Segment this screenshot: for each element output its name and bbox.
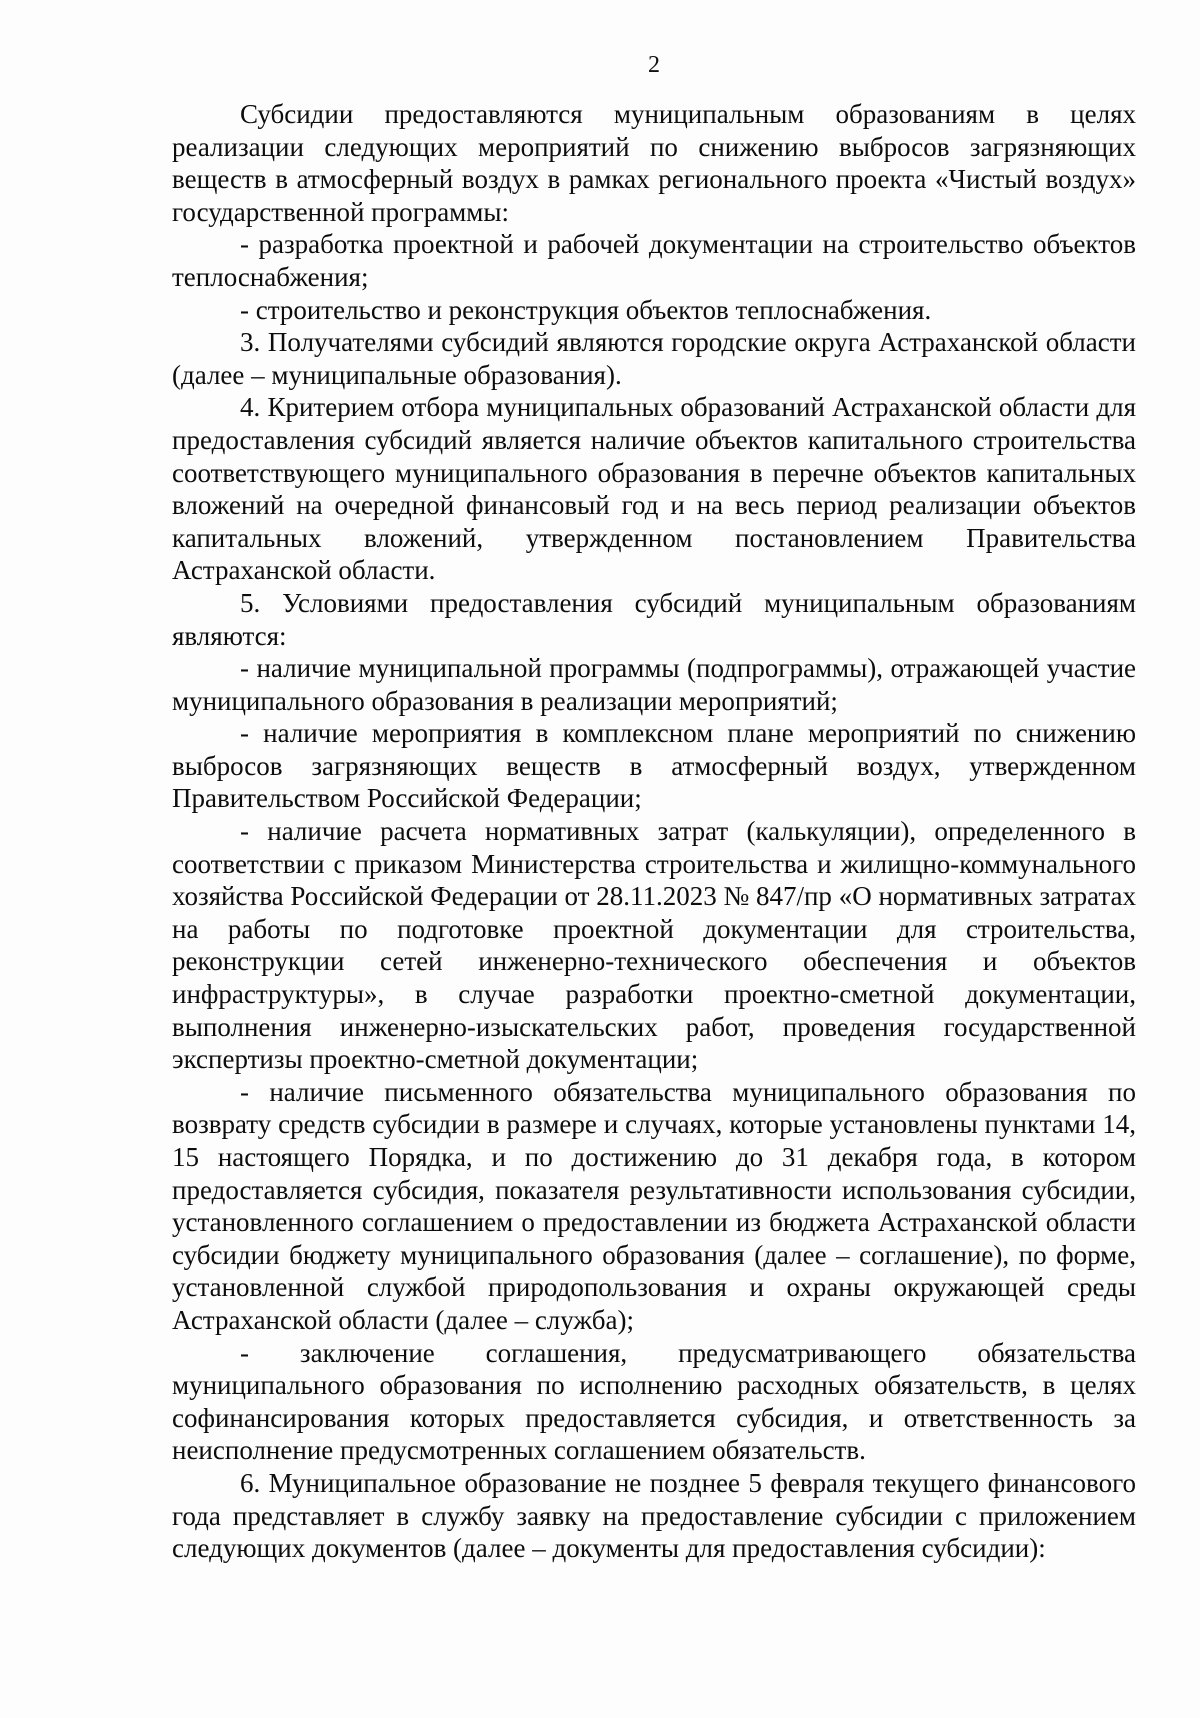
paragraph-condition-program: - наличие муниципальной программы (подпрограммы), отражающей участие муниципального образования в реализации мероприятий; [172,653,1136,716]
paragraph-3-recipients: 3. Получателями субсидий являются городские округа Астраханской области (далее – муниципальные образования). [172,327,1136,390]
paragraph-5-conditions: 5. Условиями предоставления субсидий муниципальным образованиям являются: [172,587,1136,651]
paragraph-intro: Субсидии предоставляются муниципальным образованиям в целях реализации следующих мероприятий по снижению выбросов загрязняющих веществ в атмосферный воздух в рамках регионального проекта «Чистый воздух» государственной программы: [172,99,1136,227]
paragraph-condition-agreement: - заключение соглашения, предусматривающего обязательства муниципального образования по исполнению расходных обязательств, в целях софинансирования которых предоставляется субсидия, и ответственность за неисполнение предусмотренных соглашением обязательств. [172,1337,1136,1466]
paragraph-item-design-docs: - разработка проектной и рабочей документации на строительство объектов теплоснабжения; [172,229,1136,292]
paragraph-4-selection-criterion: 4. Критерием отбора муниципальных образований Астраханской области для предоставления субсидий является наличие объектов капитального строительства соответствующего муниципального образования в перечне объектов капитальных вложений на очередной финансовый год и на весь период реализации объектов капитальных вложений, утвержденном постановлением Правительства Астраханской области. [172,392,1136,586]
page-number: 2 [648,52,660,78]
paragraph-condition-obligation: - наличие письменного обязательства муниципального образования по возврату средств субсидии в размере и случаях, которые установлены пунктами 14, 15 настоящего Порядка, и по достижению до 31 декабря года, в котором предоставляется субсидия, показателя результативности использования субсидии, установленного соглашением о предоставлении из бюджета Астраханской области субсидии бюджету муниципального образования (далее – соглашение), по форме, установленной службой природопользования и охраны окружающей среды Астраханской области (далее – служба); [172,1076,1136,1335]
paragraph-condition-cost-calculation: - наличие расчета нормативных затрат (калькуляции), определенного в соответствии с приказом Министерства строительства и жилищно-коммунального хозяйства Российской Федерации от 28.11.2023 № 847/пр «О нормативных затратах на работы по подготовке проектной документации для строительства, реконструкции сетей инженерно-технического обеспечения и объектов инфраструктуры», в случае разработки проектно-сметной документации, выполнения инженерно-изыскательских работ, проведения государственной экспертизы проектно-сметной документации; [172,816,1136,1075]
paragraph-6-application: 6. Муниципальное образование не позднее 5 февраля текущего финансового года представляет в службу заявку на предоставление субсидии с приложением следующих документов (далее – документы для предоставления субсидии): [172,1467,1136,1564]
paragraph-condition-plan: - наличие мероприятия в комплексном плане мероприятий по снижению выбросов загрязняющих веществ в атмосферный воздух, утвержденном Правительством Российской Федерации; [172,718,1136,814]
document-body [172,98,1136,1565]
paragraph-item-construction: - строительство и реконструкция объектов теплоснабжения. [240,294,932,325]
